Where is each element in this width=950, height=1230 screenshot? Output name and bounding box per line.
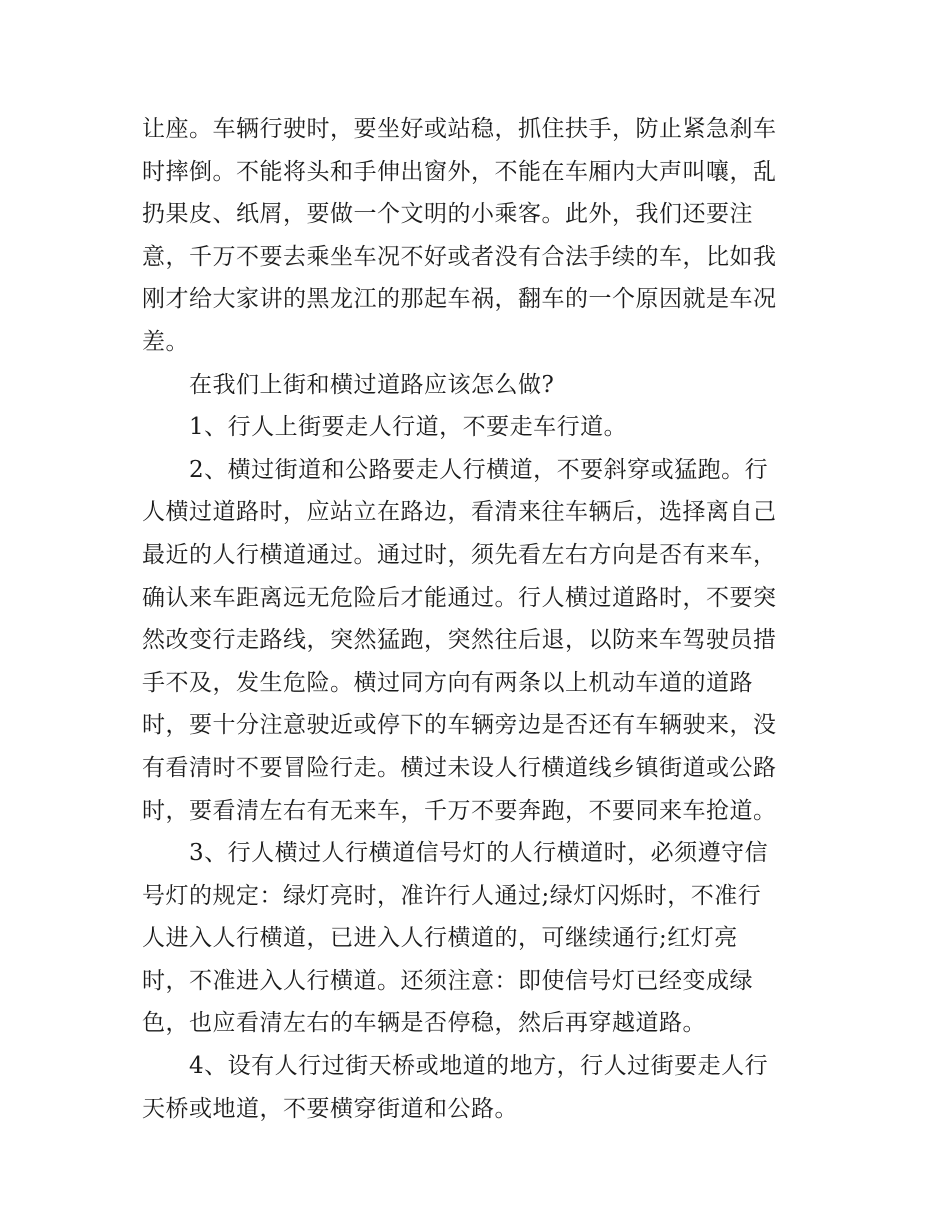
text-line: 最近的人行横道通过。通过时，须先看左右方向是否有来车， xyxy=(142,541,777,568)
text-line: 天桥或地道，不要横穿街道和公路。 xyxy=(142,1095,518,1122)
text-line: 人进入人行横道，已进入人行横道的，可继续通行;红灯亮 xyxy=(142,925,738,952)
text-line: 刚才给大家讲的黑龙江的那起车祸，翻车的一个原因就是车况 xyxy=(142,286,777,313)
list-item-4: 4、设有人行过街天桥或地道的地方，行人过街要走人行 xyxy=(189,1053,769,1080)
text-line: 让座。车辆行驶时，要坐好或站稳，抓住扶手，防止紧急刹车 xyxy=(142,116,777,142)
text-line: 号灯的规定：绿灯亮时，准许行人通过;绿灯闪烁时，不准行 xyxy=(142,882,762,909)
document-body xyxy=(142,108,814,1130)
list-item-3: 3、行人横过人行横道信号灯的人行横道时，必须遵守信 xyxy=(189,840,769,867)
text-line: 时，要十分注意驶近或停下的车辆旁边是否还有车辆驶来，没 xyxy=(142,712,777,739)
list-item-1: 1、行人上街要走人行道，不要走车行道。 xyxy=(189,414,628,441)
list-item-2: 2、横过街道和公路要走人行横道，不要斜穿或猛跑。行 xyxy=(189,456,769,483)
text-line: 人横过道路时，应站立在路边，看清来往车辆后，选择离自己 xyxy=(142,499,777,526)
text-line: 时摔倒。不能将头和手伸出窗外，不能在车厢内大声叫嚷，乱 xyxy=(142,158,777,185)
text-line: 有看清时不要冒险行走。横过未设人行横道线乡镇街道或公路 xyxy=(142,754,777,781)
text-line: 时，要看清左右有无来车，千万不要奔跑，不要同来车抢道。 xyxy=(142,797,777,824)
text-line: 色，也应看清左右的车辆是否停稳，然后再穿越道路。 xyxy=(142,1010,706,1037)
text-line: 差。 xyxy=(142,328,189,355)
text-line: 然改变行走路线，突然猛跑，突然往后退，以防来车驾驶员措 xyxy=(142,627,777,654)
text-line: 时，不准进入人行横道。还须注意：即使信号灯已经变成绿 xyxy=(142,967,753,994)
text-line: 意，千万不要去乘坐车况不好或者没有合法手续的车，比如我 xyxy=(142,243,777,270)
text-line: 扔果皮、纸屑，要做一个文明的小乘客。此外，我们还要注 xyxy=(142,201,753,228)
text-line: 手不及，发生危险。横过同方向有两条以上机动车道的道路 xyxy=(142,669,753,696)
text-line: 确认来车距离远无危险后才能通过。行人横过道路时，不要突 xyxy=(142,584,777,611)
paragraph-heading: 在我们上街和横过道路应该怎么做? xyxy=(189,371,555,398)
